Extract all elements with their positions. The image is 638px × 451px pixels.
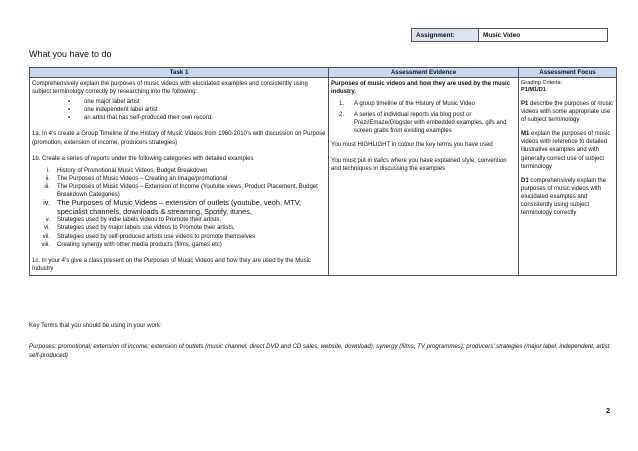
italics-note: You must put in italics where you have explained style, convention and techniques in discussing the examples — [331, 157, 507, 172]
criterion-m1: M1 explain the purposes of music videos with reference to detailed illustrative examples and with generally correct use of subject terminology — [521, 131, 611, 170]
list-item: ii. The Purposes of Music Videos – Creating an Image/promotional — [45, 175, 228, 182]
list-item: 1. A group timeline of the History of Music Video — [339, 101, 475, 108]
header-focus: Assessment Focus — [519, 68, 617, 78]
evidence-list — [331, 100, 516, 135]
assignment-label: Assignment: — [412, 29, 479, 42]
bullet-icon: ▪ — [68, 107, 71, 114]
task-cell — [30, 78, 329, 276]
list-item: 2. A series of individual reports via blog post or Prezi/Emaze/Glogster with embedded examples, gifs and screen grabs from existing examples — [339, 112, 507, 135]
assignment-box — [411, 28, 608, 42]
task-table — [29, 67, 617, 276]
list-item: ▪ an artist that has self-produced their own record. — [68, 115, 213, 122]
list-item: ▪ one major label artist — [68, 99, 140, 106]
list-item: vii. Strategies used by self-produced artists use videos to promote themselves — [42, 233, 256, 240]
grading-codes: P1/M1/D1 — [521, 87, 546, 93]
header-task: Task 1 — [30, 68, 329, 78]
highlight-note: You must HIGHLIGHT in colour the key terms you have used — [331, 141, 493, 148]
table-header-row — [30, 68, 617, 78]
page-number: 2 — [606, 406, 611, 415]
bullet-icon: ▪ — [68, 115, 71, 122]
key-terms-title: Key Terms that you should be using in your work: — [29, 322, 162, 329]
focus-cell — [519, 78, 617, 276]
task-1c: 1c. In your 4’s give a class present on the Purposes of Music Videos and how they are used by the Music Industry — [32, 257, 311, 272]
evidence-cell — [329, 78, 519, 276]
task-1a: 1a. In 4’s create a Group Timeline of the History of Music Videos from 1960-2010’s with discussion on Purpose (promotion, extension of income, producers strategies) — [32, 131, 326, 146]
section-title: What you have to do — [29, 49, 112, 59]
header-evidence: Assessment Evidence — [329, 68, 519, 78]
criterion-p1: P1 describe the purposes of music videos with some appropriate use of subject terminology — [521, 101, 614, 124]
table-body-row — [30, 78, 617, 276]
list-item: vi. Strategies used by major labels use videos to Promote their artists, — [44, 225, 235, 232]
task-intro: Comprehensively explain the purposes of music videos with elucidated examples and consistently using subject terminology correctly by researching into the following: — [32, 81, 308, 96]
criterion-d1: D1 comprehensively explain the purposes of music videos with elucidated examples and consistently using subject terminology correctly — [521, 177, 607, 217]
key-terms-body: Purposes: promotional; extension of income; extension of outlets (music channel, direct DVD and CD sales, website, download); synergy (films, TV programmes); producers’ strategies (major label, independent, artist self-produced) — [29, 343, 610, 360]
report-list — [32, 167, 326, 249]
list-item: iv. The Purposes of Music Videos – extension of outlets (youtube, veoh, MTV, specialist channels, downloads & streaming, Spotify, itunes, — [43, 198, 302, 216]
evidence-heading: Purposes of music videos and how they are used by the music industry. — [331, 81, 511, 96]
artist-list — [32, 98, 326, 122]
list-item: v. Strategies used by indie labels videos to Promote their artists, — [45, 217, 222, 224]
task-1b: 1b. Create a series of reports under the following categories with detailed examples — [32, 155, 254, 162]
bullet-icon: ▪ — [68, 99, 71, 106]
list-item: viii. Creating synergy with other media products (films, games etc) — [41, 241, 222, 248]
grading-label: Grading Criteria: — [521, 80, 563, 86]
list-item: i. History of Promotional Music Videos, Budget Breakdown — [47, 167, 208, 174]
list-item: ▪ one independent label artist — [68, 107, 158, 114]
list-item: iii. The Purposes of Music Videos – Extension of Income (Youtube views, Product Placement, Budget Breakdown Categories) — [44, 183, 318, 199]
assignment-value: Music Video — [479, 29, 608, 42]
